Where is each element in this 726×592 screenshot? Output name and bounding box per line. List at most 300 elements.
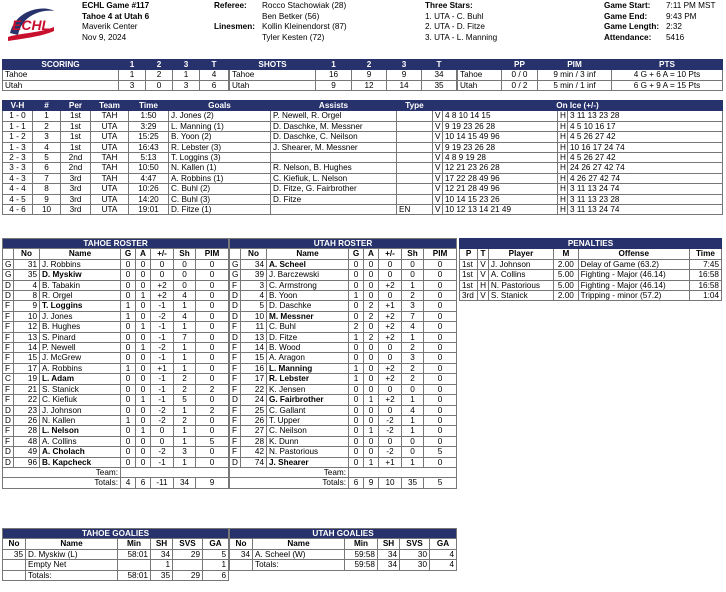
- game-start-label: Game Start:: [604, 1, 651, 10]
- player-cell: 2: [364, 301, 379, 311]
- player-cell: 0: [364, 415, 379, 425]
- player-cell: D: [3, 280, 14, 290]
- player-cell: 0: [424, 457, 457, 467]
- player-cell: A. Collins: [40, 436, 121, 446]
- player-cell: 0: [349, 447, 364, 457]
- goal-cell: 4: [33, 142, 61, 152]
- player-cell: 0: [196, 259, 229, 269]
- column-header: PP: [502, 60, 538, 70]
- player-cell: L. Adam: [40, 374, 121, 384]
- goal-cell: T. Loggins (3): [169, 153, 271, 163]
- player-cell: 25: [241, 405, 267, 415]
- goal-cell: 3 - 3: [3, 163, 33, 173]
- goal-cell: 1st: [61, 111, 91, 121]
- goal-cell: [397, 184, 433, 194]
- penalty-cell: Tripping - minor (57.2): [578, 291, 689, 301]
- player-cell: C. Kiefiuk: [40, 395, 121, 405]
- player-row: [230, 353, 457, 363]
- game-start-value: 7:11 PM MST: [666, 1, 716, 10]
- utah-goalies-table: [229, 528, 457, 571]
- penalties-title-row: [460, 239, 722, 249]
- penalty-cell: V: [478, 270, 489, 280]
- goal-cell: 1 - 2: [3, 132, 33, 142]
- special-teams-table: [457, 59, 723, 91]
- totals-cell: 29: [173, 570, 203, 580]
- goalie-cell: D. Myskiw (L): [26, 549, 118, 559]
- player-cell: +1: [379, 301, 402, 311]
- tahoe-roster-table: [2, 238, 229, 489]
- player-cell: -2: [151, 343, 174, 353]
- referee-label: Referee:: [214, 1, 247, 10]
- player-cell: D: [3, 457, 14, 467]
- game-length-label: Game Length:: [604, 22, 660, 32]
- column-header: 2: [146, 60, 173, 70]
- player-cell: 0: [349, 343, 364, 353]
- player-cell: 0: [121, 447, 136, 457]
- player-cell: D: [230, 395, 241, 405]
- goal-cell: V: [433, 163, 443, 173]
- player-cell: 2: [349, 322, 364, 332]
- scoring-table: [2, 59, 229, 91]
- goalie-cell: 34: [151, 549, 173, 559]
- roster-title: TAHOE ROSTER: [3, 239, 229, 249]
- player-cell: 28: [241, 436, 267, 446]
- goalie-cell: 59:58: [345, 549, 378, 559]
- player-cell: D: [3, 291, 14, 301]
- player-cell: -1: [151, 353, 174, 363]
- player-cell: A. Cholach: [40, 447, 121, 457]
- column-header: PIM: [424, 249, 457, 259]
- table-cell: 9: [352, 70, 387, 80]
- column-header: No: [14, 249, 40, 259]
- player-cell: 0: [196, 322, 229, 332]
- column-header: SH: [151, 539, 173, 549]
- goal-cell: 5:13: [129, 153, 169, 163]
- penalty-cell: Fighting - Major (46.14): [578, 280, 689, 290]
- goal-cell: 1 - 1: [3, 121, 33, 131]
- penalty-cell: Delay of Game (63.2): [578, 259, 689, 269]
- goal-cell: 3: [33, 132, 61, 142]
- player-cell: 0: [424, 301, 457, 311]
- goal-cell: [397, 163, 433, 173]
- goal-cell: 4 - 3: [3, 173, 33, 183]
- player-cell: 0: [121, 280, 136, 290]
- player-cell: 4: [14, 280, 40, 290]
- attendance-label: Attendance:: [604, 32, 652, 42]
- column-header: A: [136, 249, 151, 259]
- player-cell: 22: [241, 384, 267, 394]
- goal-cell: 10:50: [129, 163, 169, 173]
- player-cell: 0: [136, 259, 151, 269]
- player-cell: 0: [136, 436, 151, 446]
- player-row: [230, 395, 457, 405]
- player-cell: +2: [379, 363, 402, 373]
- goalies-header-row: [230, 539, 457, 549]
- column-header: No: [241, 249, 267, 259]
- player-cell: 1: [174, 353, 196, 363]
- player-row: [3, 384, 229, 394]
- player-cell: 0: [424, 395, 457, 405]
- goal-cell: C. Buhl (2): [169, 184, 271, 194]
- totals-cell: 34: [174, 478, 196, 488]
- column-header: #: [33, 101, 61, 111]
- player-cell: +2: [379, 280, 402, 290]
- player-cell: G: [3, 259, 14, 269]
- goal-row: [3, 142, 723, 152]
- empty-cell: [230, 560, 253, 570]
- goal-cell: 3 11 13 24 74: [568, 184, 723, 194]
- player-cell: C. Armstrong: [267, 280, 349, 290]
- player-row: [3, 374, 229, 384]
- player-row: [230, 259, 457, 269]
- player-cell: 0: [349, 457, 364, 467]
- goal-cell: H: [558, 142, 568, 152]
- goalie-totals-row: [3, 570, 229, 580]
- player-cell: 0: [424, 280, 457, 290]
- goal-cell: 1: [33, 111, 61, 121]
- goal-cell: [271, 205, 397, 215]
- player-cell: -2: [151, 311, 174, 321]
- player-cell: 0: [174, 270, 196, 280]
- player-cell: 4: [402, 322, 424, 332]
- player-cell: 17: [14, 363, 40, 373]
- player-cell: -1: [151, 374, 174, 384]
- player-cell: 0: [424, 343, 457, 353]
- column-header: 1: [119, 60, 146, 70]
- goal-cell: V: [433, 205, 443, 215]
- player-cell: 0: [121, 395, 136, 405]
- player-cell: F: [3, 311, 14, 321]
- player-row: [230, 405, 457, 415]
- player-row: [3, 426, 229, 436]
- totals-cell: 6: [203, 570, 229, 580]
- player-cell: 0: [424, 426, 457, 436]
- totals-cell: 6: [349, 478, 364, 488]
- roster-header-row: [3, 249, 229, 259]
- player-cell: 0: [364, 259, 379, 269]
- column-header: P: [460, 249, 478, 259]
- player-cell: 1: [174, 405, 196, 415]
- game-end-label: Game End:: [604, 11, 648, 21]
- player-cell: 0: [364, 363, 379, 373]
- goal-row: [3, 205, 723, 215]
- player-cell: J. Robbins: [40, 259, 121, 269]
- player-row: [3, 332, 229, 342]
- player-row: [230, 447, 457, 457]
- player-cell: 0: [424, 353, 457, 363]
- totals-label: Totals:: [253, 560, 345, 570]
- table-cell: 9: [316, 80, 352, 90]
- goal-cell: 12 21 28 49 96: [443, 184, 558, 194]
- penalty-cell: 7:45: [689, 259, 721, 269]
- penalty-cell: J. Johnson: [488, 259, 553, 269]
- player-cell: 0: [364, 353, 379, 363]
- penalty-row: [460, 270, 722, 280]
- player-cell: 1: [364, 457, 379, 467]
- goal-cell: [397, 153, 433, 163]
- totals-cell: 30: [400, 560, 430, 570]
- goalies-title-row: [230, 529, 457, 539]
- player-cell: 0: [174, 280, 196, 290]
- penalty-cell: A. Collins: [488, 270, 553, 280]
- player-cell: 2: [364, 311, 379, 321]
- player-cell: 0: [402, 384, 424, 394]
- venue: Maverik Center: [82, 22, 138, 32]
- goal-row: [3, 173, 723, 183]
- goal-cell: J. Shearer, M. Messner: [271, 142, 397, 152]
- player-cell: J. Jones: [40, 311, 121, 321]
- goal-cell: D. Fitze (1): [169, 205, 271, 215]
- player-cell: 1: [136, 322, 151, 332]
- goal-row: [3, 111, 723, 121]
- player-cell: L. Nelson: [40, 426, 121, 436]
- player-cell: -2: [379, 415, 402, 425]
- penalty-cell: 1:04: [689, 291, 721, 301]
- penalty-cell: Fighting - Major (46.14): [578, 270, 689, 280]
- player-cell: F: [230, 436, 241, 446]
- penalty-row: [460, 259, 722, 269]
- player-cell: 0: [136, 384, 151, 394]
- player-cell: 0: [121, 374, 136, 384]
- player-cell: J. Johnson: [40, 405, 121, 415]
- player-cell: T. Upper: [267, 415, 349, 425]
- goal-cell: H: [558, 194, 568, 204]
- player-cell: 0: [136, 363, 151, 373]
- player-cell: 0: [136, 270, 151, 280]
- player-cell: 0: [379, 436, 402, 446]
- player-cell: +2: [379, 374, 402, 384]
- goal-cell: H: [558, 111, 568, 121]
- player-cell: D: [3, 415, 14, 425]
- player-cell: 0: [196, 301, 229, 311]
- roster-title: UTAH ROSTER: [230, 239, 457, 249]
- goal-cell: H: [558, 153, 568, 163]
- goal-cell: C. Kiefiuk, L. Nelson: [271, 173, 397, 183]
- player-cell: 74: [241, 457, 267, 467]
- player-cell: 0: [364, 291, 379, 301]
- goal-cell: 14:20: [129, 194, 169, 204]
- player-cell: J. McGrew: [40, 353, 121, 363]
- column-header: Player: [488, 249, 553, 259]
- penalties-title: PENALTIES: [460, 239, 722, 249]
- column-header: 3: [173, 60, 200, 70]
- player-cell: 0: [196, 374, 229, 384]
- goal-cell: 2nd: [61, 163, 91, 173]
- player-cell: 0: [196, 415, 229, 425]
- goal-cell: 4:47: [129, 173, 169, 183]
- column-header: Sh: [402, 249, 424, 259]
- goal-cell: 4 - 6: [3, 205, 33, 215]
- player-cell: G: [3, 270, 14, 280]
- player-row: [3, 270, 229, 280]
- column-header: GA: [203, 539, 229, 549]
- goalie-cell: 1: [151, 560, 173, 570]
- player-row: [3, 291, 229, 301]
- referee-1: Rocco Stachowiak (28): [262, 1, 347, 10]
- goal-cell: TAH: [91, 111, 129, 121]
- player-cell: 4: [174, 311, 196, 321]
- goal-cell: 24 26 27 42 74: [568, 163, 723, 173]
- player-row: [230, 291, 457, 301]
- player-cell: 7: [402, 311, 424, 321]
- penalty-cell: V: [478, 259, 489, 269]
- player-cell: 1: [121, 415, 136, 425]
- penalty-cell: 5.00: [554, 280, 579, 290]
- player-cell: 0: [151, 426, 174, 436]
- goal-cell: 1st: [61, 132, 91, 142]
- player-row: [230, 384, 457, 394]
- player-cell: 0: [424, 415, 457, 425]
- player-cell: 4: [402, 405, 424, 415]
- player-row: [230, 270, 457, 280]
- player-cell: T. Loggins: [40, 301, 121, 311]
- table-cell: Tahoe: [230, 70, 316, 80]
- column-header: M: [554, 249, 579, 259]
- player-cell: 3: [402, 301, 424, 311]
- goal-cell: 1 - 0: [3, 111, 33, 121]
- penalty-cell: 3rd: [460, 291, 478, 301]
- penalty-cell: 1st: [460, 280, 478, 290]
- goal-cell: V: [433, 111, 443, 121]
- goalie-row: [230, 549, 457, 559]
- player-cell: 1: [349, 363, 364, 373]
- player-cell: N. Pastorious: [267, 447, 349, 457]
- player-cell: 24: [241, 395, 267, 405]
- player-cell: 1: [121, 363, 136, 373]
- player-cell: 23: [14, 405, 40, 415]
- player-cell: G. Fairbrother: [267, 395, 349, 405]
- column-header: Min: [345, 539, 378, 549]
- player-cell: 0: [424, 363, 457, 373]
- player-cell: 0: [349, 353, 364, 363]
- totals-label: Totals:: [26, 570, 118, 580]
- player-cell: 0: [424, 259, 457, 269]
- table-cell: 2: [146, 70, 173, 80]
- goalies-title-row: [3, 529, 229, 539]
- column-header: Offense: [578, 249, 689, 259]
- player-cell: +1: [379, 457, 402, 467]
- player-row: [230, 280, 457, 290]
- player-cell: F: [3, 436, 14, 446]
- goal-cell: 9 19 23 26 28: [443, 121, 558, 131]
- totals-cell: 59:58: [345, 560, 378, 570]
- player-cell: 3: [241, 280, 267, 290]
- penalty-cell: 16:58: [689, 270, 721, 280]
- player-cell: 5: [241, 301, 267, 311]
- totals-label: Totals:: [3, 478, 121, 488]
- player-cell: 0: [349, 384, 364, 394]
- player-cell: D: [3, 405, 14, 415]
- player-cell: C. Buhl: [267, 322, 349, 332]
- penalty-cell: 16:58: [689, 280, 721, 290]
- table-header-row: [458, 60, 723, 70]
- player-cell: 49: [14, 447, 40, 457]
- goal-cell: H: [558, 132, 568, 142]
- totals-cell: 9: [196, 478, 229, 488]
- player-row: [230, 332, 457, 342]
- player-cell: F: [3, 363, 14, 373]
- player-cell: 0: [121, 291, 136, 301]
- player-cell: 0: [349, 395, 364, 405]
- table-cell: Tahoe: [3, 70, 119, 80]
- player-cell: 2: [402, 291, 424, 301]
- player-row: [3, 322, 229, 332]
- goalie-cell: 29: [173, 549, 203, 559]
- team-stats-empty: [349, 467, 457, 477]
- goal-cell: [271, 153, 397, 163]
- goal-row: [3, 163, 723, 173]
- goal-cell: [397, 142, 433, 152]
- table-cell: 12: [352, 80, 387, 90]
- table-cell: 0 / 2: [502, 80, 538, 90]
- goalies-title: UTAH GOALIES: [230, 529, 457, 539]
- player-cell: C. Neilson: [267, 426, 349, 436]
- goal-cell: H: [558, 121, 568, 131]
- player-cell: 15: [241, 353, 267, 363]
- goalie-cell: [118, 560, 151, 570]
- linesman-1: Kollin Kleinendorst (87): [262, 22, 347, 32]
- player-cell: 5: [196, 436, 229, 446]
- goal-cell: 12 21 23 26 28: [443, 163, 558, 173]
- totals-cell: 4: [430, 560, 457, 570]
- totals-row: [3, 478, 229, 488]
- player-cell: D: [3, 447, 14, 457]
- table-row: [3, 70, 229, 80]
- goal-cell: 4 8 10 14 15: [443, 111, 558, 121]
- player-cell: 48: [14, 436, 40, 446]
- column-header: PIM: [196, 249, 229, 259]
- player-cell: 1: [364, 426, 379, 436]
- column-header: SCORING: [3, 60, 119, 70]
- goalie-row: [3, 560, 229, 570]
- player-cell: 7: [174, 332, 196, 342]
- goal-cell: 3:29: [129, 121, 169, 131]
- player-cell: 1: [121, 301, 136, 311]
- player-cell: D: [230, 311, 241, 321]
- player-cell: 0: [121, 270, 136, 280]
- player-cell: 2: [174, 384, 196, 394]
- player-cell: 0: [379, 343, 402, 353]
- player-row: [3, 311, 229, 321]
- goal-cell: [397, 132, 433, 142]
- player-cell: 1: [402, 395, 424, 405]
- player-cell: 96: [14, 457, 40, 467]
- column-header: PTS: [612, 60, 723, 70]
- goal-cell: 1 - 3: [3, 142, 33, 152]
- goal-cell: C. Buhl (3): [169, 194, 271, 204]
- player-cell: F: [230, 374, 241, 384]
- player-cell: 2: [402, 363, 424, 373]
- player-cell: 1: [402, 280, 424, 290]
- player-cell: 0: [402, 259, 424, 269]
- column-header: Time: [129, 101, 169, 111]
- penalties-header-row: [460, 249, 722, 259]
- player-cell: 0: [379, 291, 402, 301]
- penalty-cell: 5.00: [554, 270, 579, 280]
- goalie-cell: 4: [430, 549, 457, 559]
- goal-cell: 15:25: [129, 132, 169, 142]
- table-header-row: [230, 60, 457, 70]
- table-cell: 0 / 0: [502, 70, 538, 80]
- team-label: Team:: [230, 467, 349, 477]
- player-cell: J. Shearer: [267, 457, 349, 467]
- table-cell: Utah: [458, 80, 502, 90]
- logo-text: ECHL: [12, 17, 51, 33]
- goalie-cell: 1: [203, 560, 229, 570]
- player-cell: 0: [364, 405, 379, 415]
- player-cell: 1: [136, 343, 151, 353]
- team-row: [230, 467, 457, 477]
